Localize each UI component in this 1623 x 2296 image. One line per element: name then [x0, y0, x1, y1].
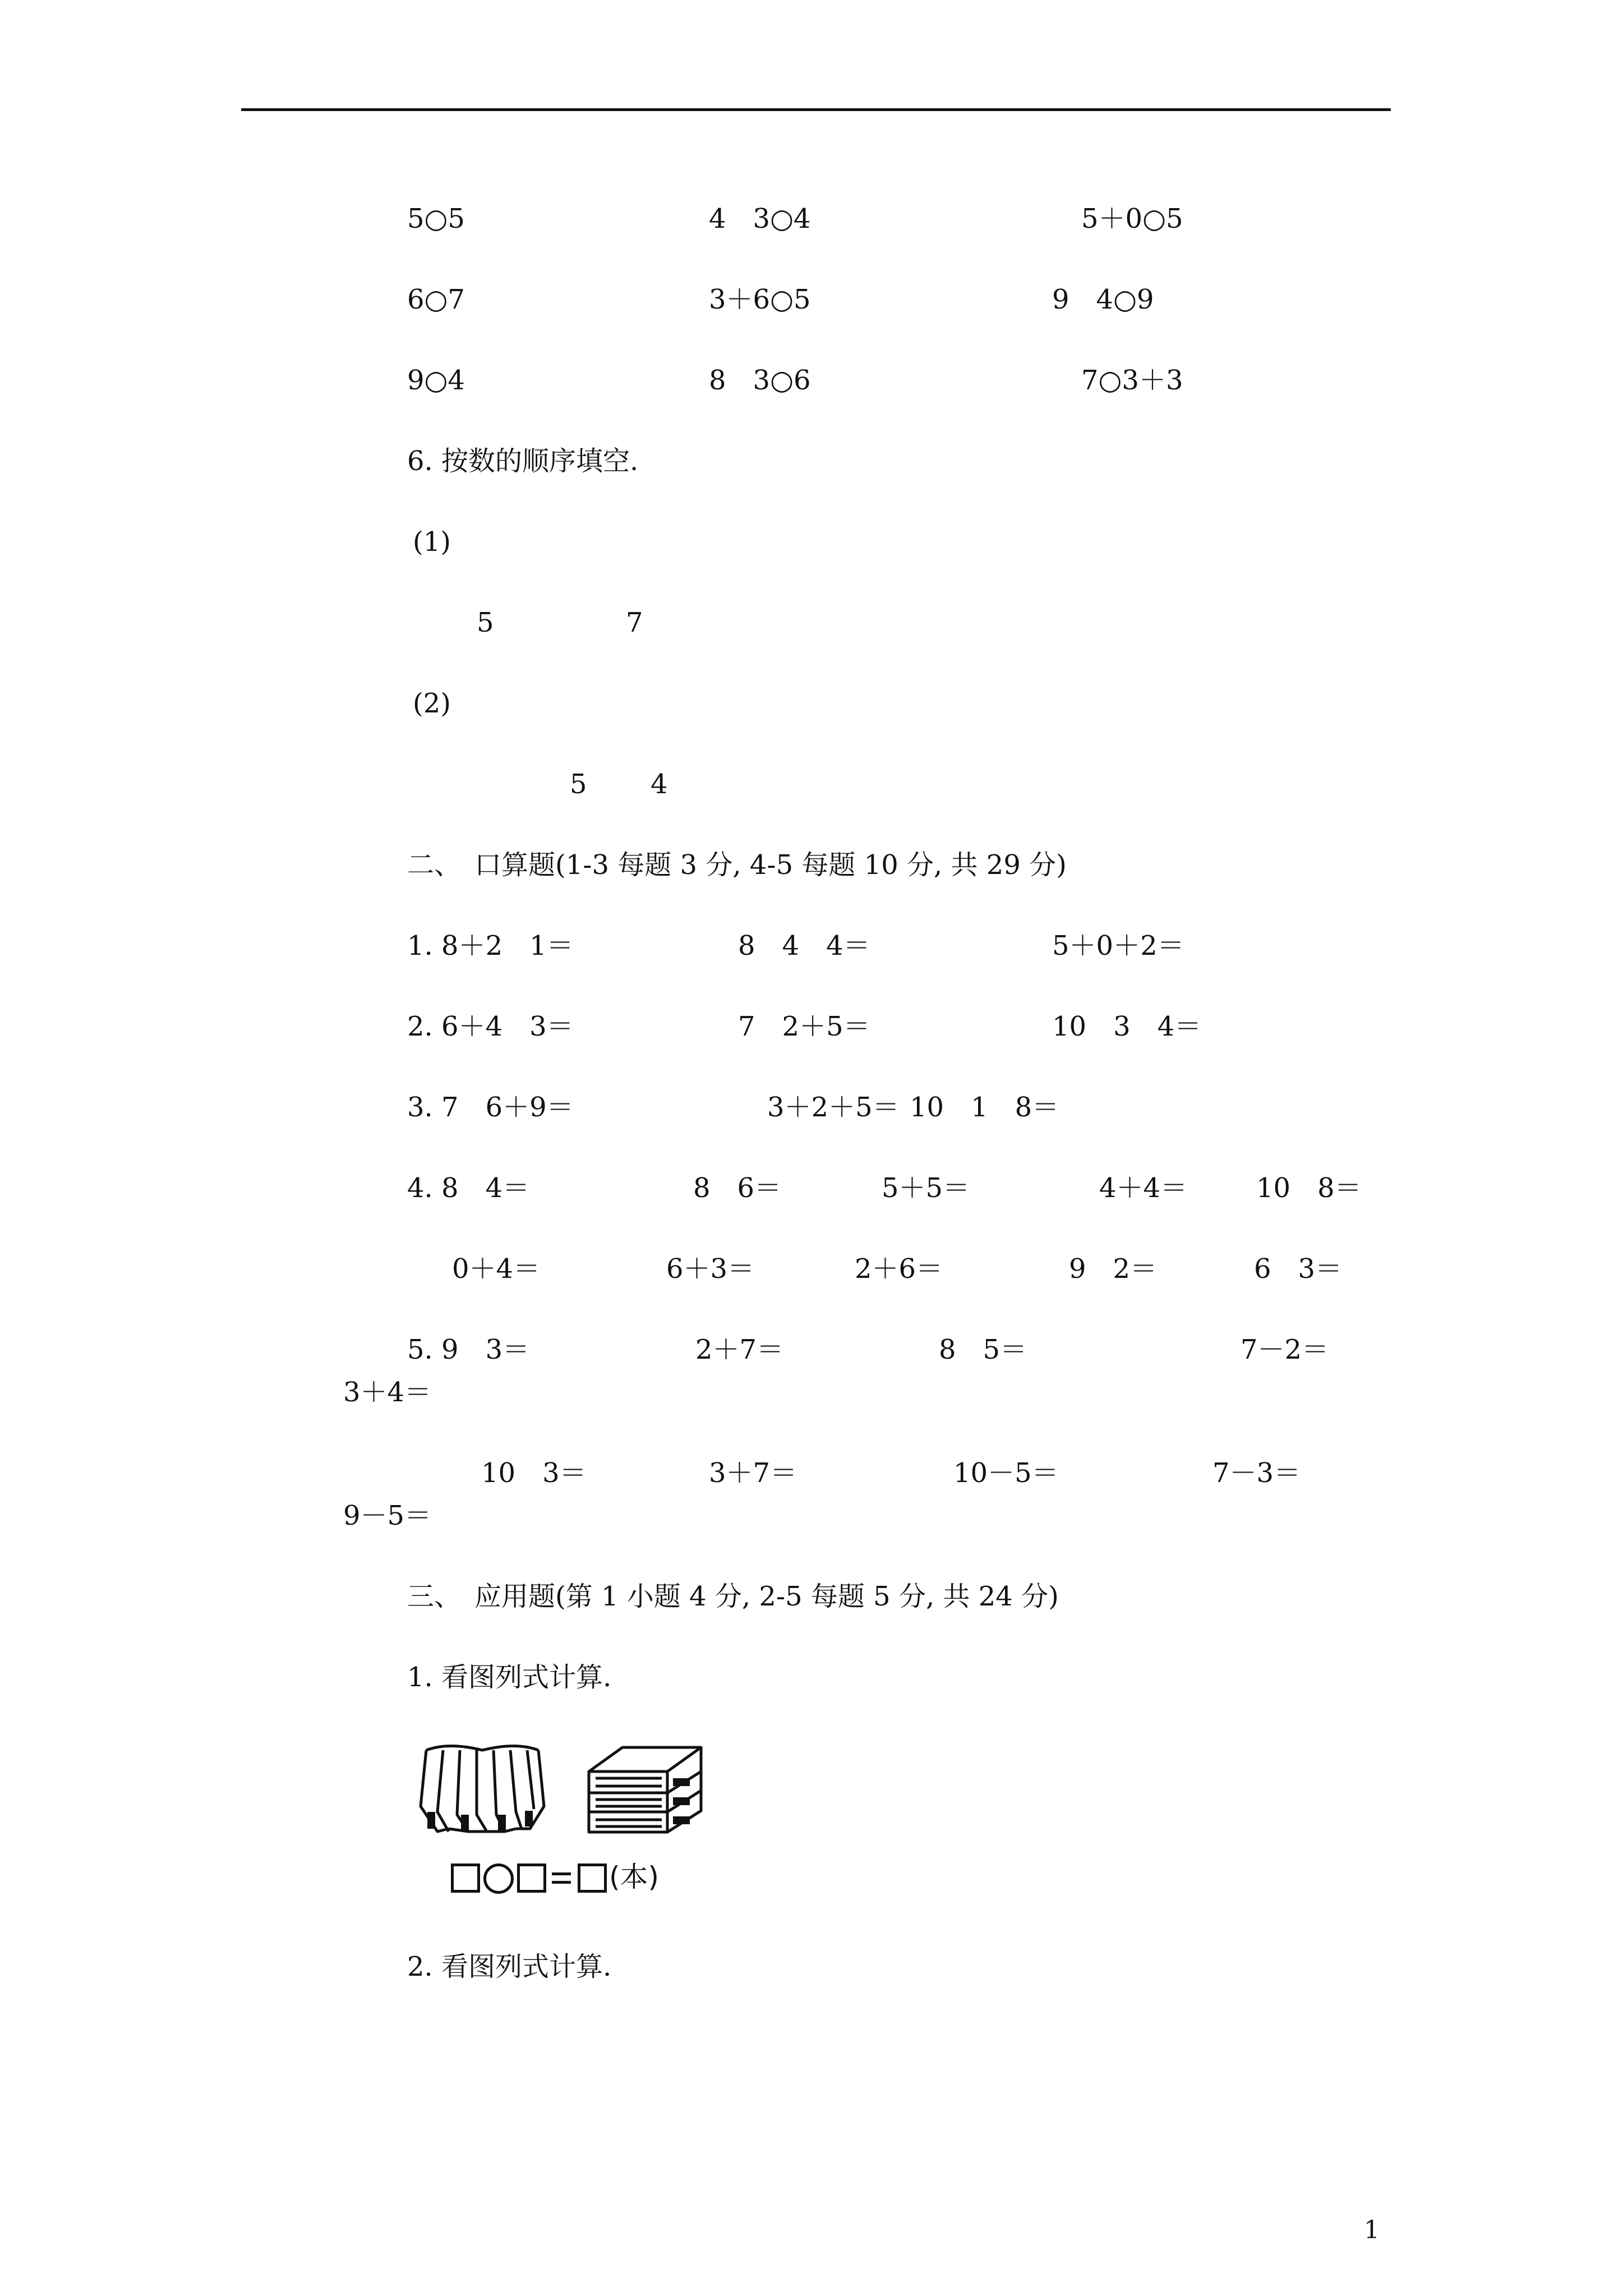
books-open-icon — [415, 1739, 550, 1840]
s2-r2-c1: 2. 6＋4 3＝ — [407, 1011, 574, 1042]
s2-r2-c2: 7 2＋5＝ — [738, 1011, 870, 1042]
s3-q1-title: 1. 看图列式计算. — [407, 1662, 612, 1693]
compare-r1-c2: 4 3○4 — [709, 203, 811, 234]
s2-r7-c2: 3＋7＝ — [709, 1457, 797, 1489]
s2-r5-c2: 6＋3＝ — [666, 1253, 755, 1285]
header-rule — [241, 108, 1391, 111]
compare-r2-c1: 6○7 — [407, 284, 465, 315]
s2-r3-c3: 10 1 8＝ — [910, 1092, 1059, 1123]
q6-sub1-num-1: 5 — [477, 607, 494, 638]
s2-r5-c1: 0＋4＝ — [452, 1253, 541, 1285]
s2-r4-c1: 4. 8 4＝ — [407, 1172, 530, 1204]
s2-r5-c4: 9 2＝ — [1069, 1253, 1158, 1285]
s2-r1-c3: 5＋0＋2＝ — [1052, 930, 1184, 961]
s2-r6-c2: 2＋7＝ — [695, 1334, 784, 1365]
s2-r6-c4: 7－2＝ — [1241, 1334, 1329, 1365]
q6-sub2-label: (2) — [413, 688, 451, 719]
compare-r2-c3: 9 4○9 — [1052, 284, 1154, 315]
q6-sub2-num-2: 4 — [651, 769, 668, 800]
s2-r7-wrap: 9－5＝ — [343, 1500, 432, 1531]
q6-sub1-label: (1) — [413, 526, 451, 558]
box-icon — [578, 1864, 607, 1893]
compare-r2-c2: 3＋6○5 — [709, 284, 811, 315]
equals-sign — [552, 1872, 571, 1885]
books-stacked-icon — [583, 1739, 718, 1840]
s2-r4-c5: 10 8＝ — [1256, 1172, 1362, 1204]
s2-r6-c1: 5. 9 3＝ — [407, 1334, 530, 1365]
s2-r3-c1: 3. 7 6＋9＝ — [407, 1092, 574, 1123]
q6-sub2-num-1: 5 — [570, 769, 587, 800]
s2-r2-c3: 10 3 4＝ — [1052, 1011, 1202, 1042]
compare-r3-c2: 8 3○6 — [709, 365, 811, 396]
compare-r3-c1: 9○4 — [407, 365, 465, 396]
s2-r4-c3: 5＋5＝ — [882, 1172, 970, 1204]
formula-unit: (本) — [609, 1861, 660, 1893]
s2-r3-c2: 3＋2＋5＝ — [767, 1092, 900, 1123]
s2-r7-c4: 7－3＝ — [1212, 1457, 1301, 1489]
q6-sub1-num-2: 7 — [626, 607, 643, 638]
compare-r3-c3: 7○3＋3 — [1081, 365, 1183, 396]
s2-r1-c2: 8 4 4＝ — [738, 930, 870, 961]
s2-r6-c3: 8 5＝ — [939, 1334, 1027, 1365]
s2-r7-c1: 10 3＝ — [481, 1457, 587, 1489]
q6-title: 6. 按数的顺序填空. — [407, 445, 639, 477]
s2-r4-c4: 4＋4＝ — [1099, 1172, 1188, 1204]
s2-r5-c3: 2＋6＝ — [855, 1253, 943, 1285]
box-icon — [451, 1864, 480, 1893]
section2-title: 二、 口算题(1-3 每题 3 分, 4-5 每题 10 分, 共 29 分) — [407, 849, 1067, 881]
section3-title: 三、 应用题(第 1 小题 4 分, 2-5 每题 5 分, 共 24 分) — [407, 1581, 1059, 1612]
s2-r5-c5: 6 3＝ — [1254, 1253, 1343, 1285]
page-number: 1 — [1364, 2216, 1380, 2244]
compare-r1-c3: 5＋0○5 — [1081, 203, 1183, 234]
box-icon — [517, 1864, 546, 1893]
s2-r6-wrap: 3＋4＝ — [343, 1377, 432, 1408]
s2-r7-c3: 10－5＝ — [953, 1457, 1059, 1489]
s2-r1-c1: 1. 8＋2 1＝ — [407, 930, 574, 961]
s3-q2-title: 2. 看图列式计算. — [407, 1951, 612, 1982]
circle-icon — [483, 1864, 514, 1894]
s2-r4-c2: 8 6＝ — [693, 1172, 782, 1204]
compare-r1-c1: 5○5 — [407, 203, 465, 234]
